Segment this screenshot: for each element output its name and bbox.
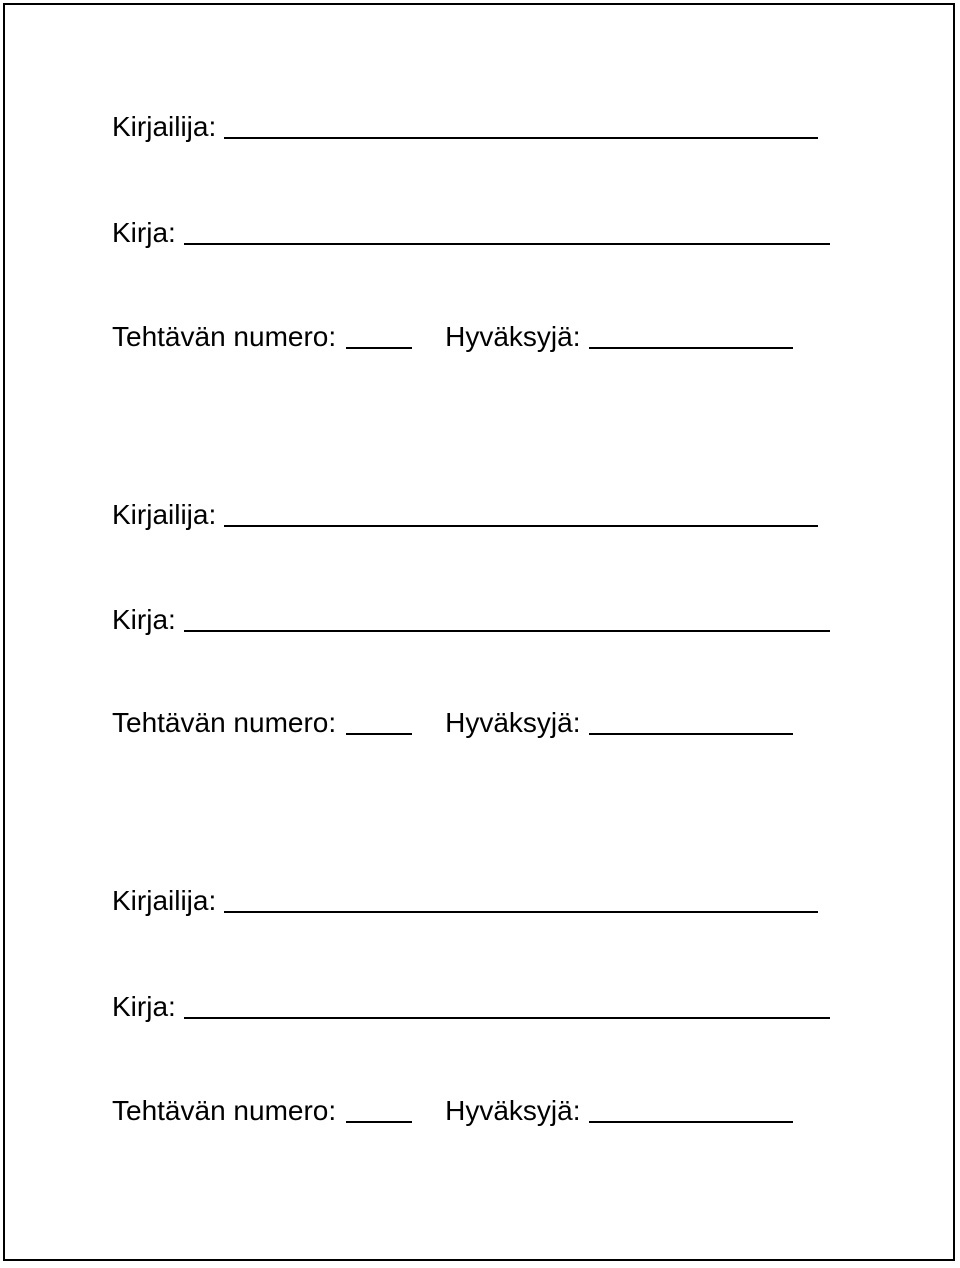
author-blank[interactable] (224, 885, 818, 913)
book-row (112, 990, 830, 1024)
task-number-label: Tehtävän numero: (112, 1095, 337, 1126)
task-number-blank[interactable] (346, 1095, 412, 1123)
task-row (112, 1094, 793, 1128)
task-number-label: Tehtävän numero: (112, 321, 337, 352)
book-blank[interactable] (184, 991, 830, 1019)
author-label: Kirjailija: (112, 111, 217, 142)
author-row (112, 110, 818, 144)
task-row (112, 706, 793, 740)
approver-label: Hyväksyjä: (445, 321, 581, 352)
task-number-label: Tehtävän numero: (112, 707, 337, 738)
task-number-blank[interactable] (346, 321, 412, 349)
book-blank[interactable] (184, 217, 830, 245)
book-row (112, 216, 830, 250)
approver-blank[interactable] (589, 321, 793, 349)
approver-blank[interactable] (589, 707, 793, 735)
approver-label: Hyväksyjä: (445, 1095, 581, 1126)
author-row (112, 884, 818, 918)
author-row (112, 498, 818, 532)
book-label: Kirja: (112, 991, 176, 1022)
author-blank[interactable] (224, 499, 818, 527)
author-label: Kirjailija: (112, 499, 217, 530)
author-label: Kirjailija: (112, 885, 217, 916)
book-row (112, 603, 830, 637)
task-number-blank[interactable] (346, 707, 412, 735)
author-blank[interactable] (224, 111, 818, 139)
approver-blank[interactable] (589, 1095, 793, 1123)
book-label: Kirja: (112, 604, 176, 635)
approver-label: Hyväksyjä: (445, 707, 581, 738)
task-row (112, 320, 793, 354)
book-label: Kirja: (112, 217, 176, 248)
book-blank[interactable] (184, 604, 830, 632)
